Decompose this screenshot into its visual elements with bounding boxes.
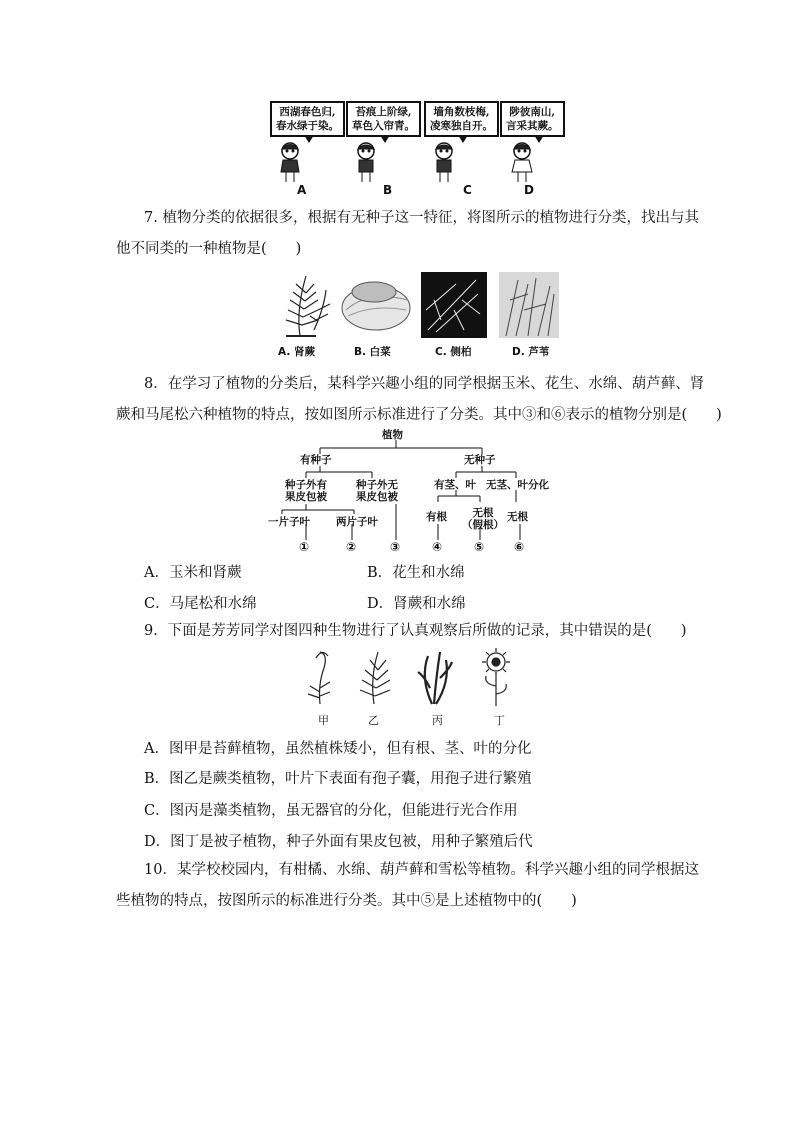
poem-bubble-d: 陟彼南山, 言采其蕨。: [500, 101, 565, 137]
q9-label-yi: 乙: [368, 714, 379, 727]
q7-plant-label-c: C. 侧柏: [435, 346, 472, 358]
q8-option-b: B．花生和水绵: [367, 565, 465, 581]
q7-plant-label-a: A. 肾蕨: [278, 346, 315, 358]
poem-bubble-c: 墙角数枝梅, 凌寒独自开。: [424, 101, 499, 137]
tree-node-4: ④: [432, 540, 443, 554]
tree-node-3: ③: [390, 540, 401, 554]
tree-root: 植物: [382, 429, 403, 441]
q9-option-d: D．图丁是被子植物，种子外面有果皮包被，用种子繁殖后代: [144, 834, 533, 850]
q9-option-b: B．图乙是蕨类植物，叶片下表面有孢子囊，用孢子进行繁殖: [144, 771, 532, 787]
q8-option-c: C．马尾松和水绵: [144, 596, 257, 612]
q9-organisms-image: [300, 648, 530, 708]
tree-one-cotyledon: 一片子叶: [268, 516, 310, 528]
poem-letter-a: A: [297, 183, 307, 197]
tree-node-5: ⑤: [474, 540, 485, 554]
q8-text-line2: 蕨和马尾松六种植物的特点，按如图所示标准进行了分类。其中③和⑥表示的植物分别是( ): [116, 407, 722, 423]
q9-label-jia: 甲: [318, 714, 329, 727]
tree-node-2: ②: [346, 540, 357, 554]
tree-node-6: ⑥: [514, 540, 525, 554]
q9-option-a: A．图甲是苔藓植物，虽然植株矮小，但有根、茎、叶的分化: [144, 741, 532, 757]
poem-bubble-b: 苔痕上阶绿, 草色入帘青。: [346, 101, 421, 137]
q8-option-d: D．肾蕨和水绵: [367, 596, 466, 612]
poem-letter-d: D: [524, 183, 534, 197]
poem-letter-c: C: [463, 183, 472, 197]
q7-plant-label-d: D. 芦苇: [512, 346, 550, 358]
q10-text-line2: 些植物的特点，按图所示的标准进行分类。其中⑤是上述植物中的( ): [116, 893, 577, 909]
tree-naked: 种子外无 果皮包被: [356, 479, 398, 503]
q9-option-c: C．图丙是藻类植物，虽无器官的分化，但能进行光合作用: [144, 803, 518, 819]
q8-option-a: A．玉米和肾蕨: [144, 565, 242, 581]
q9-label-bing: 丙: [432, 714, 443, 727]
tree-has-root: 有根: [426, 511, 447, 523]
q7-text-line1: 7. 植物分类的依据很多，根据有无种子这一特征，将图所示的植物进行分类，找出与其: [144, 210, 699, 226]
tree-stem-leaf: 有茎、叶: [434, 479, 476, 491]
tree-no-root: 无根: [507, 511, 528, 523]
q8-text-line1: 8．在学习了植物的分类后，某科学兴趣小组的同学根据玉米、花生、水绵、葫芦藓、肾: [144, 376, 705, 392]
q7-text-line2: 他不同类的一种植物是( ): [116, 241, 302, 257]
q9-label-ding: 丁: [494, 714, 505, 727]
q7-plant-label-b: B. 白菜: [354, 346, 391, 358]
q9-text-line1: 9．下面是芳芳同学对图四种生物进行了认真观察后所做的记录，其中错误的是( ): [144, 623, 687, 639]
tree-false-root: 无根 （假根）: [462, 507, 504, 531]
q7-plants-image: [266, 270, 562, 342]
tree-covered: 种子外有 果皮包被: [285, 479, 327, 503]
q10-text-line1: 10．某学校校园内，有柑橘、水绵、葫芦藓和雪松等植物。科学兴趣小组的同学根据这: [144, 862, 699, 878]
poem-bubble-a: 西湖春色归, 春水绿于染。: [270, 101, 345, 137]
tree-no-stem-leaf: 无茎、叶分化: [486, 479, 549, 491]
tree-node-1: ①: [299, 540, 310, 554]
child-figure-icon: [268, 140, 568, 184]
tree-no-seed: 无种子: [464, 454, 496, 466]
tree-has-seed: 有种子: [300, 454, 332, 466]
poem-letter-b: B: [383, 183, 393, 197]
tree-two-cotyledon: 两片子叶: [336, 516, 378, 528]
